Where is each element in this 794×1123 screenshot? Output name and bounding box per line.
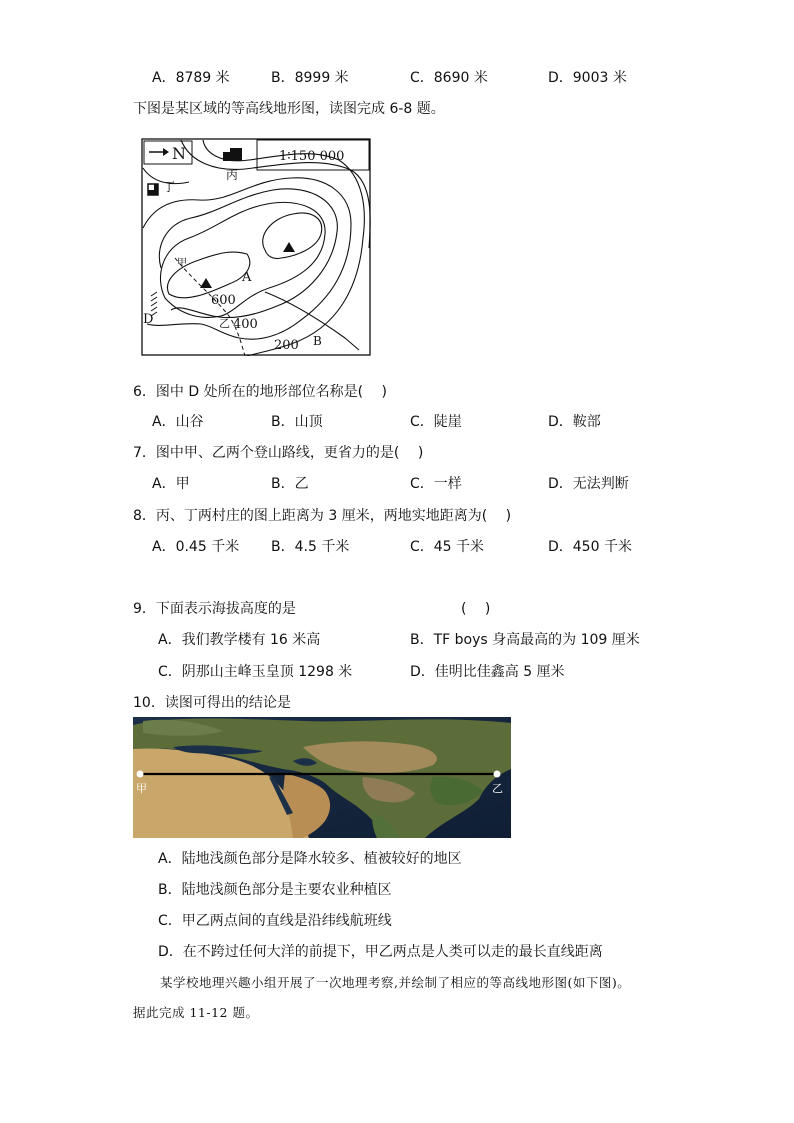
satellite-image: [133, 717, 511, 838]
map-scale: 1∶150 000: [279, 149, 345, 164]
point-jia-marker: [137, 771, 144, 778]
q10-stem: 10．读图可得出的结论是: [133, 695, 291, 711]
sat-label-yi: 乙: [492, 782, 503, 795]
q10-option-a: A．陆地浅颜色部分是降水较多、植被较好的地区: [158, 851, 462, 867]
q8-option-d: D．450 千米: [548, 539, 632, 555]
contour-map: [141, 138, 371, 356]
intro-6-8: 下图是某区域的等高线地形图，读图完成 6-8 题。: [133, 101, 445, 117]
q5-option-a: A．8789 米: [152, 70, 230, 86]
q7-stem: 7．图中甲、乙两个登山路线，更省力的是( ): [133, 445, 424, 461]
q9-option-d: D．佳明比佳鑫高 5 厘米: [410, 664, 565, 680]
point-yi-marker: [494, 771, 501, 778]
q6-option-a: A．山谷: [152, 414, 204, 430]
point-a-label: A: [242, 270, 252, 285]
contour-400-label: 400: [233, 317, 258, 332]
village-ding-label: 丁: [163, 180, 176, 194]
sat-label-jia: 甲: [136, 782, 147, 795]
q6-option-c: C．陡崖: [410, 414, 462, 430]
q6-option-d: D．鞍部: [548, 414, 601, 430]
north-label: N: [172, 144, 186, 163]
q5-option-d: D．9003 米: [548, 70, 627, 86]
q9-option-a: A．我们教学楼有 16 米高: [158, 632, 321, 648]
q10-option-c: C．甲乙两点间的直线是沿纬线航班线: [158, 913, 392, 929]
q6-stem: 6．图中 D 处所在的地形部位名称是( ): [133, 384, 387, 400]
q8-option-b: B．4.5 千米: [271, 539, 350, 555]
q9-stem: 9．下面表示海拔高度的是: [133, 601, 296, 617]
q10-option-d: D．在不跨过任何大洋的前提下，甲乙两点是人类可以走的最长直线距离: [158, 944, 603, 960]
q7-option-d: D．无法判断: [548, 476, 629, 492]
q10-option-b: B．陆地浅颜色部分是主要农业种植区: [158, 882, 392, 898]
q8-option-c: C．45 千米: [410, 539, 485, 555]
contour-600-label: 600: [211, 293, 236, 308]
q5-option-b: B．8999 米: [271, 70, 349, 86]
point-d-label: D: [143, 312, 154, 327]
q7-option-b: B．乙: [271, 476, 309, 492]
point-jia-label: 甲: [177, 258, 187, 269]
q9-option-b: B．TF boys 身高最高的为 109 厘米: [410, 632, 640, 648]
point-yi-label: 乙: [219, 317, 230, 330]
contour-200-label: 200: [274, 338, 299, 353]
q9-option-c: C．阴那山主峰玉皇顶 1298 米: [158, 664, 353, 680]
q6-option-b: B．山顶: [271, 414, 323, 430]
village-ding-icon: [148, 184, 158, 195]
village-bing-label: 丙: [226, 168, 239, 182]
q7-option-c: C．一样: [410, 476, 462, 492]
intro-11-12-line2: 据此完成 11-12 题。: [133, 1005, 259, 1020]
q9-answer-paren: ( ): [461, 601, 491, 617]
q8-stem: 8．丙、丁两村庄的图上距离为 3 厘米，两地实地距离为( ): [133, 508, 512, 524]
q5-option-c: C．8690 米: [410, 70, 488, 86]
point-b-label: B: [313, 334, 322, 348]
intro-11-12-line1: 某学校地理兴趣小组开展了一次地理考察,并绘制了相应的等高线地形图(如下图)。: [160, 975, 631, 990]
q7-option-a: A．甲: [152, 476, 190, 492]
q8-option-a: A．0.45 千米: [152, 539, 240, 555]
